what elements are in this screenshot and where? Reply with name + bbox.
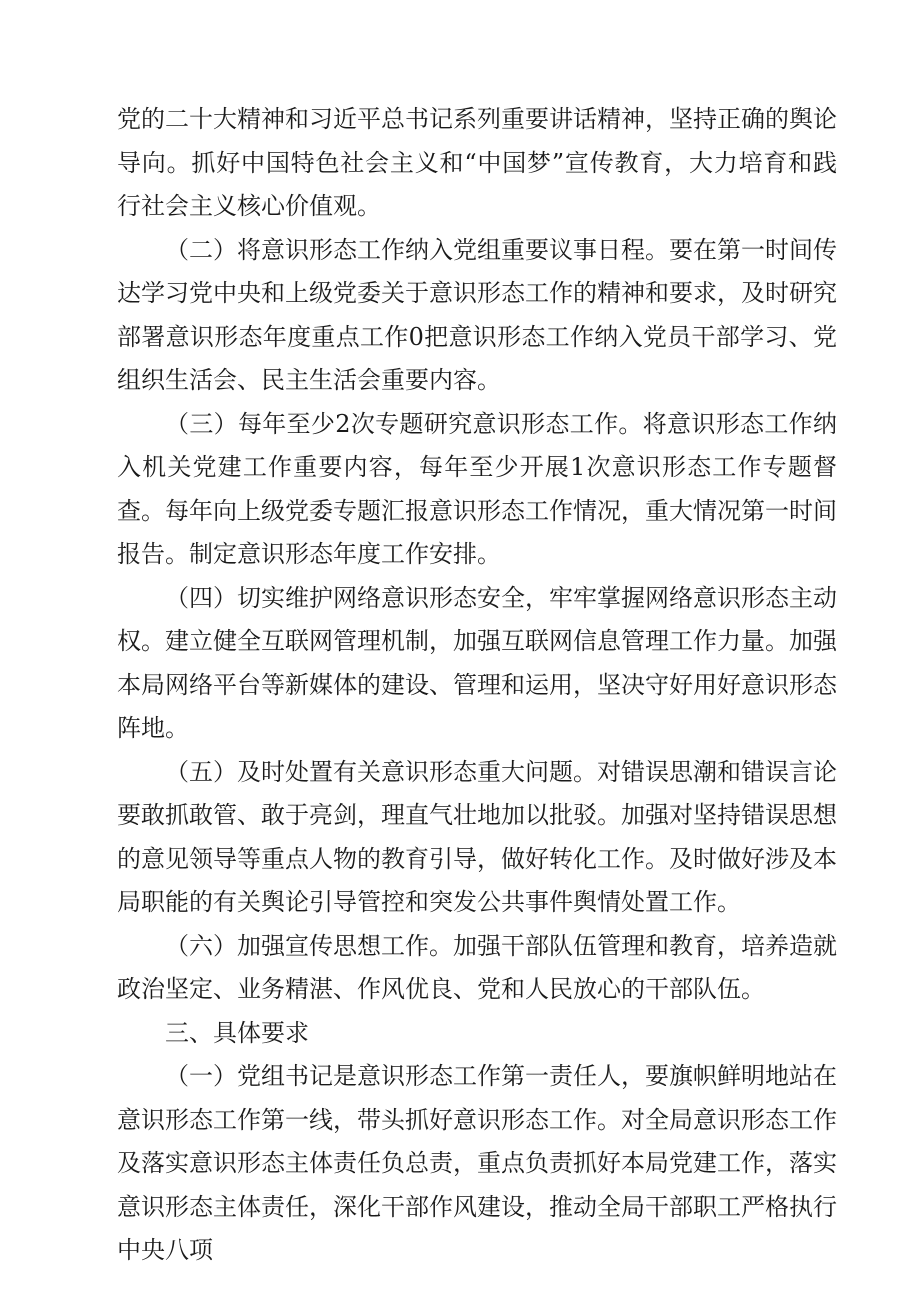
paragraph-item-3: （三）每年至少2次专题研究意识形态工作。将意识形态工作纳入机关党建工作重要内容，每年至少开展1次意识形态工作专题督查。每年向上级党委专题汇报意识形态工作情况，重大情况第一时间报告。制定意识形态年度工作安排。 xyxy=(117,409,837,568)
paragraph-item-4: （四）切实维护网络意识形态安全，牢牢掌握网络意识形态主动权。建立健全互联网管理机制，加强互联网信息管理工作力量。加强本局网络平台等新媒体的建设、管理和运用，坚决守好用好意识形态阵地。 xyxy=(117,583,837,742)
section-heading-requirements: 三、具体要求 xyxy=(165,1018,309,1047)
paragraph-continuation: 党的二十大精神和习近平总书记系列重要讲话精神，坚持正确的舆论导向。抓好中国特色社会主义和“中国梦”宣传教育，大力培育和践行社会主义核心价值观。 xyxy=(117,105,837,220)
document-body xyxy=(117,98,837,1273)
paragraph-item-2: （二）将意识形态工作纳入党组重要议事日程。要在第一时间传达学习党中央和上级党委关于意识形态工作的精神和要求，及时研究部署意识形态年度重点工作0把意识形态工作纳入党员干部学习、党组织生活会、民主生活会重要内容。 xyxy=(117,235,837,394)
paragraph-item-5: （五）及时处置有关意识形态重大问题。对错误思潮和错误言论要敢抓敢管、敢于亮剑，理直气壮地加以批驳。加强对坚持错误思想的意见领导等重点人物的教育引导，做好转化工作。及时做好涉及本局职能的有关舆论引导管控和突发公共事件舆情处置工作。 xyxy=(117,757,837,916)
paragraph-requirement-1: （一）党组书记是意识形态工作第一责任人，要旗帜鲜明地站在意识形态工作第一线，带头抓好意识形态工作。对全局意识形态工作及落实意识形态主体责任负总责，重点负责抓好本局党建工作，落实意识形态主体责任，深化干部作风建设，推动全局干部职工严格执行中央八项 xyxy=(117,1062,837,1264)
paragraph-item-6: （六）加强宣传思想工作。加强干部队伍管理和教育，培养造就政治坚定、业务精湛、作风优良、党和人民放心的干部队伍。 xyxy=(117,931,837,1003)
